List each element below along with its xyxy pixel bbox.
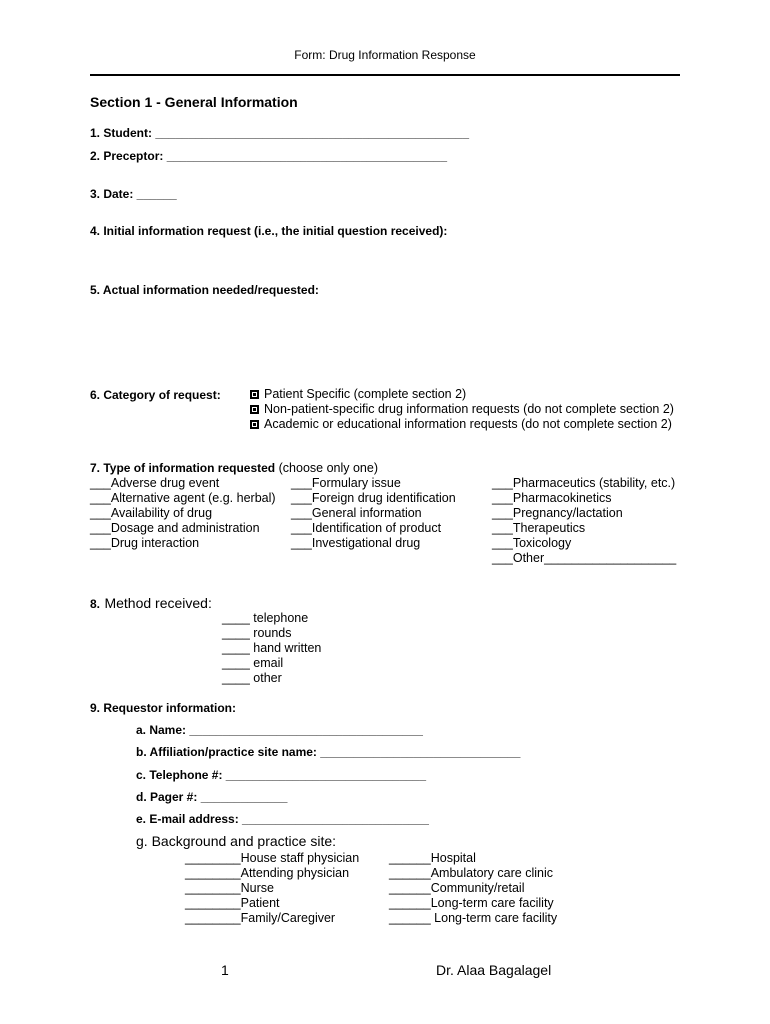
type-option[interactable]: ___Alternative agent (e.g. herbal) [90,491,276,505]
type-option[interactable]: ___Pharmaceutics (stability, etc.) [492,476,676,490]
type-column-3 [492,476,676,566]
initial-request-label: 4. Initial information request (i.e., the initial question received): [90,224,448,238]
type-option[interactable]: ___Drug interaction [90,536,200,550]
form-title: Form: Drug Information Response [294,48,476,62]
background-option[interactable]: ________House staff physician [185,851,360,865]
checkbox-icon[interactable] [250,390,259,399]
method-option-email[interactable]: ____ email [222,656,284,670]
type-option[interactable]: ___Availability of drug [90,506,213,520]
method-option-hand-written[interactable]: ____ hand written [222,641,322,655]
background-label: g. Background and practice site: [136,833,337,849]
header-divider [90,74,680,76]
type-column-2 [291,476,456,551]
checkbox-icon[interactable] [250,420,259,429]
preceptor-field[interactable]: 2. Preceptor: __________________________________________ [90,149,447,163]
practice-site-option[interactable]: ______Ambulatory care clinic [389,866,553,880]
requestor-name-field[interactable]: a. Name: ___________________________________ [136,723,423,737]
method-option-other[interactable]: ____ other [222,671,282,685]
affiliation-field[interactable]: b. Affiliation/practice site name: ______________________________ [136,745,521,759]
practice-site-option[interactable]: ______Community/retail [389,881,525,895]
category-option-non-patient-specific[interactable]: Non-patient-specific drug information requests (do not complete section 2) [250,402,674,417]
practice-site-option[interactable]: ______ Long-term care facility [389,911,558,925]
footer-author: Dr. Alaa Bagalagel [436,962,552,978]
type-option[interactable]: ___Identification of product [291,521,442,535]
type-option[interactable]: ___Dosage and administration [90,521,260,535]
practice-site-option[interactable]: ______Long-term care facility [389,896,554,910]
telephone-field[interactable]: c. Telephone #: ______________________________ [136,768,427,782]
type-option[interactable]: ___Pregnancy/lactation [492,506,623,520]
section-title: Section 1 - General Information [90,94,298,110]
background-option[interactable]: ________Family/Caregiver [185,911,336,925]
method-option-telephone[interactable]: ____ telephone [222,611,309,625]
method-heading: 8. Method received: [90,595,212,611]
type-option[interactable]: ___Toxicology [492,536,572,550]
page-number: 1 [221,962,229,978]
type-option[interactable]: ___Formulary issue [291,476,401,490]
background-option[interactable]: ________Nurse [185,881,274,895]
checkbox-icon[interactable] [250,405,259,414]
type-option[interactable]: ___Adverse drug event [90,476,220,490]
type-option[interactable]: ___Therapeutics [492,521,586,535]
method-option-rounds[interactable]: ____ rounds [222,626,292,640]
type-option[interactable]: ___General information [291,506,422,520]
type-option[interactable]: ___Foreign drug identification [291,491,456,505]
background-column-1 [185,851,359,926]
category-options [250,387,674,432]
practice-site-option[interactable]: ______Hospital [389,851,476,865]
type-column-1 [90,476,276,551]
student-field[interactable]: 1. Student: _______________________________________________ [90,126,470,140]
type-option[interactable]: ___Pharmacokinetics [492,491,612,505]
email-field[interactable]: e. E-mail address: ____________________________ [136,812,429,826]
background-column-2 [389,851,557,926]
category-option-academic[interactable]: Academic or educational information requests (do not complete section 2) [250,417,674,432]
pager-field[interactable]: d. Pager #: _____________ [136,790,288,804]
type-option[interactable]: ___Investigational drug [291,536,421,550]
category-option-patient-specific[interactable]: Patient Specific (complete section 2) [250,387,674,402]
background-option[interactable]: ________Patient [185,896,280,910]
background-option[interactable]: ________Attending physician [185,866,350,880]
actual-information-label: 5. Actual information needed/requested: [90,283,319,297]
category-label: 6. Category of request: [90,388,221,402]
type-information-heading: 7. Type of information requested (choose only one) [90,461,378,475]
requestor-label: 9. Requestor information: [90,701,237,715]
date-field[interactable]: 3. Date: ______ [90,187,177,201]
method-options [222,611,321,686]
type-option-other[interactable]: ___Other___________________ [492,551,677,565]
